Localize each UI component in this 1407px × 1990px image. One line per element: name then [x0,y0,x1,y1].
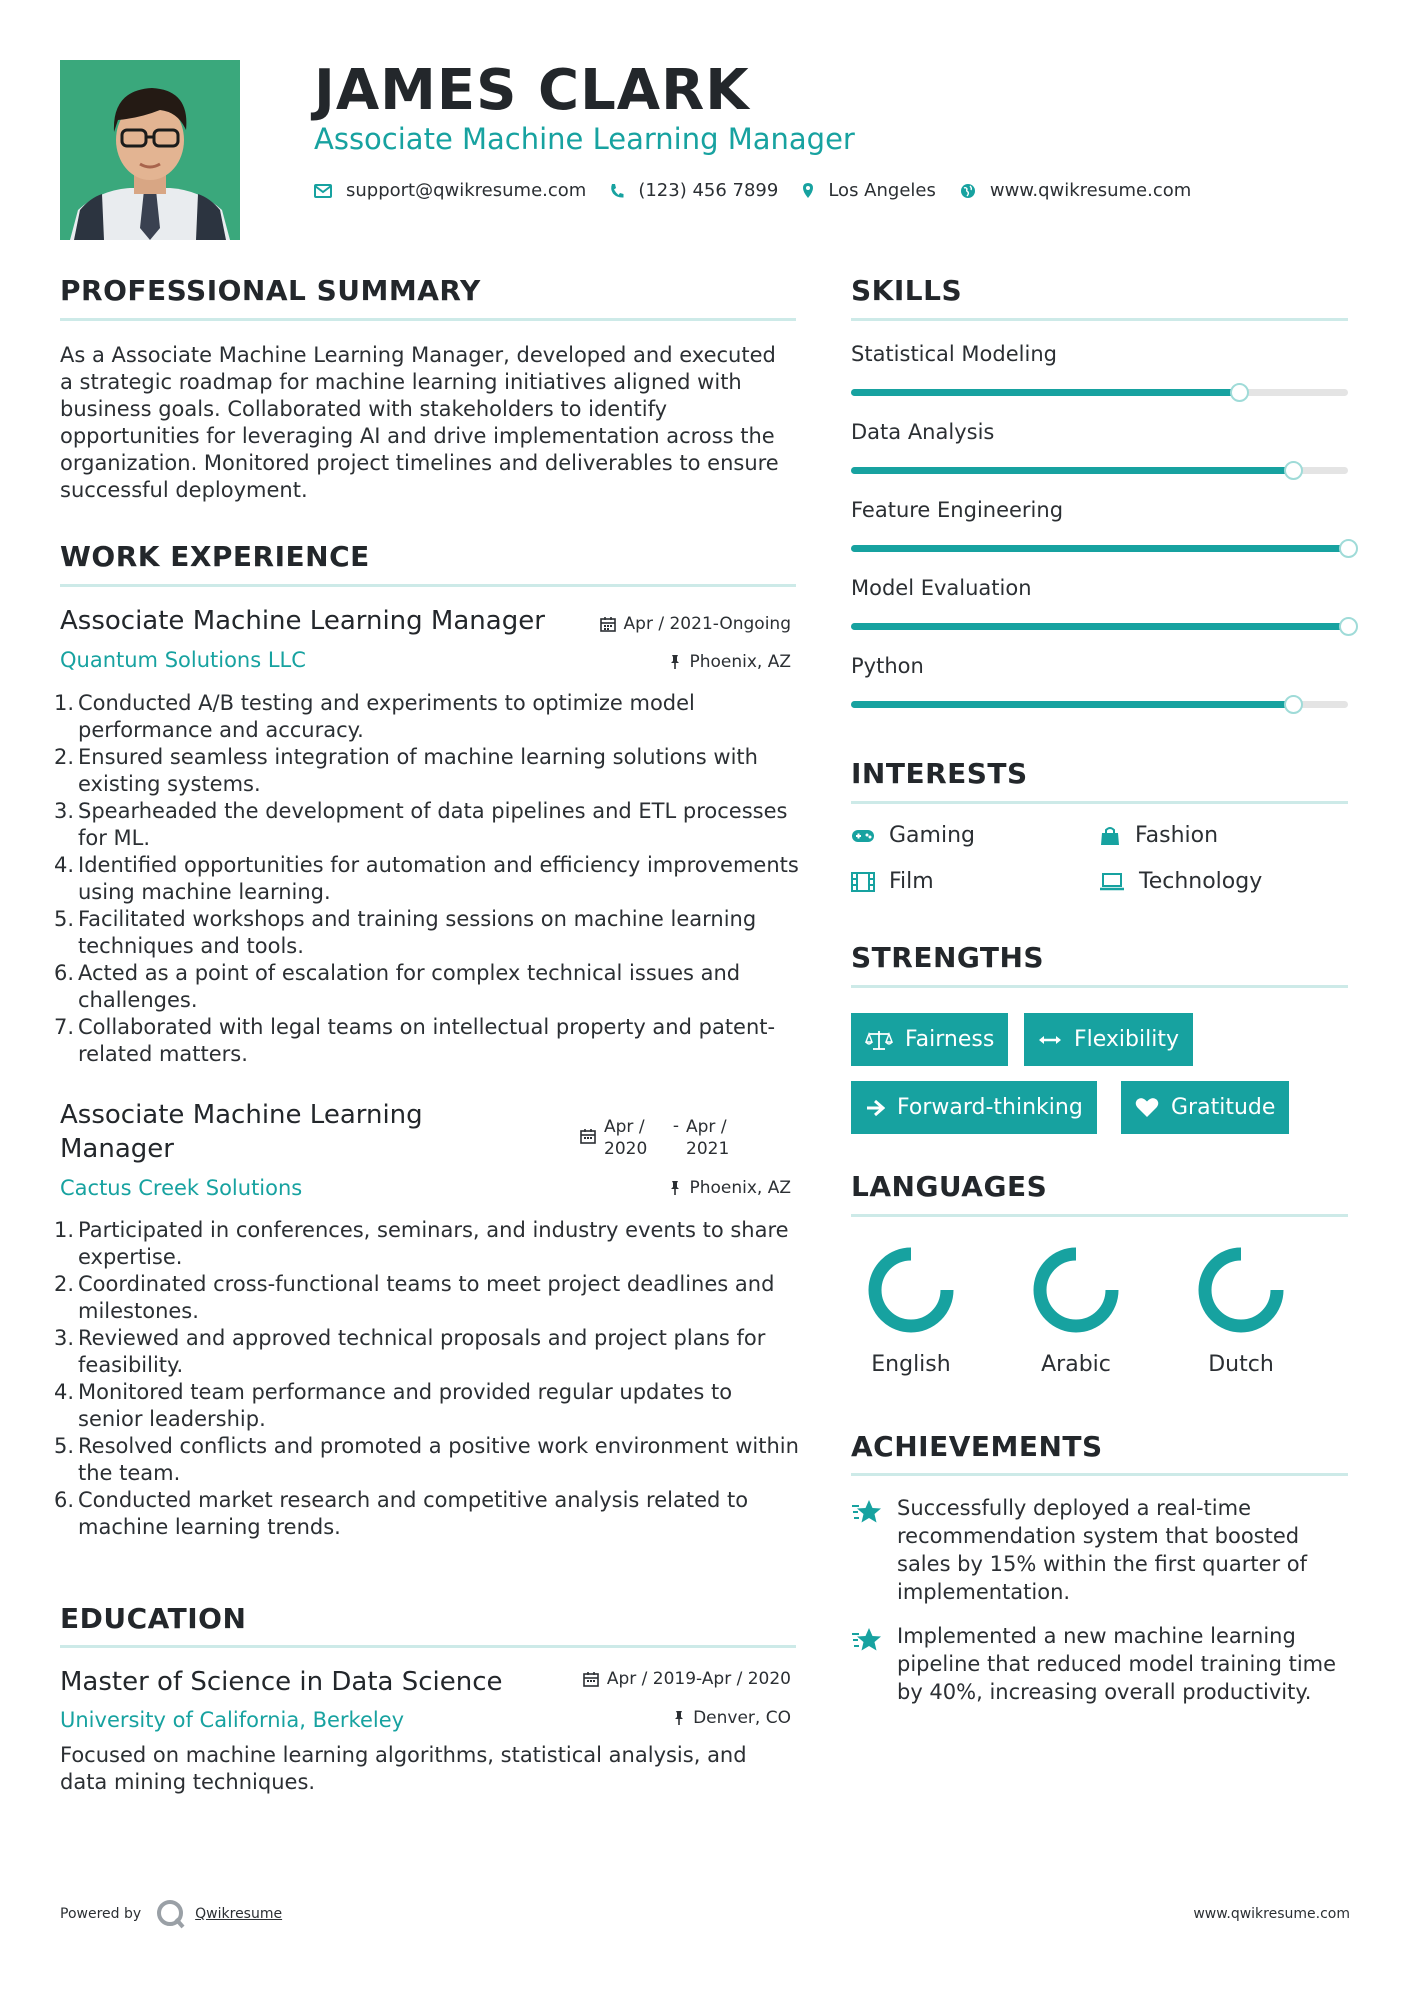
skill-name: Model Evaluation [851,576,1032,600]
job-2-date-end: Apr / 2021 [686,1117,730,1159]
pin-icon [669,1180,681,1196]
skill-name: Python [851,654,924,678]
skill-bar-fill [851,467,1293,474]
job-1-title: Associate Machine Learning Manager [60,606,545,636]
languages-heading: LANGUAGES [851,1170,1048,1203]
skill-name: Statistical Modeling [851,342,1057,366]
achievement-item [851,1494,1351,1606]
contact-email-text: support@qwikresume.com [346,180,587,201]
footer-powered-text: Powered by [60,1906,142,1922]
language-item [856,1240,966,1377]
calendar-icon [580,1128,596,1144]
phone-icon [610,183,624,199]
education-date-text: Apr / 2019-Apr / 2020 [606,1669,791,1689]
interest-label: Gaming [889,823,975,848]
skill-bar [851,389,1348,396]
strength-badge-forward-thinking [851,1081,1097,1134]
job-2-company: Cactus Creek Solutions [60,1176,303,1200]
list-item: Conducted A/B testing and experiments to optimize model performance and accuracy. [78,691,695,742]
job-1-location-text: Phoenix, AZ [689,652,791,672]
languages-divider [851,1214,1348,1217]
skill-bar [851,467,1348,474]
calendar-icon [583,1671,599,1687]
education-degree: Master of Science in Data Science [60,1667,503,1697]
achievement-item [851,1622,1351,1706]
map-marker-icon [802,182,814,199]
skill-bar-knob [1339,539,1358,558]
education-location [673,1708,791,1728]
envelope-icon [314,184,332,198]
arrows-horizontal-icon [1038,1034,1062,1046]
language-item [1021,1240,1131,1377]
skill-bar-fill [851,701,1293,708]
list-item: Collaborated with legal teams on intellectual property and patent-related matters. [78,1015,776,1066]
candidate-title: Associate Machine Learning Manager [314,122,855,156]
language-label: Arabic [1041,1352,1111,1377]
skill-bar-fill [851,545,1348,552]
contact-bar [314,180,1215,201]
language-ring [1186,1240,1296,1340]
pin-icon [669,654,681,670]
education-heading: EDUCATION [60,1602,247,1635]
achievements-heading: ACHIEVEMENTS [851,1430,1103,1463]
education-divider [60,1645,796,1648]
language-label: English [871,1352,951,1377]
person-avatar-icon [60,60,240,240]
date-separator: - [672,1116,680,1136]
list-item: Facilitated workshops and training sessions on machine learning techniques and tools. [78,907,757,958]
strength-label: Gratitude [1171,1095,1276,1120]
interest-item-fashion [1099,823,1218,848]
interest-label: Film [889,869,934,894]
strength-label: Forward-thinking [897,1095,1083,1120]
balance-scale-icon [865,1029,893,1051]
job-2-location [669,1178,791,1198]
contact-email[interactable] [314,180,586,201]
skill-name: Data Analysis [851,420,995,444]
footer-website[interactable]: www.qwikresume.com [1193,1906,1350,1922]
language-ring [1021,1240,1131,1340]
achievement-text: Implemented a new machine learning pipeline that reduced model training time by 40%, increasing overall productivity. [897,1624,1337,1704]
job-2-date [580,1116,742,1160]
list-item: Acted as a point of escalation for complex technical issues and challenges. [78,961,741,1012]
qwikresume-logo-icon [155,1898,187,1930]
list-item: Ensured seamless integration of machine learning solutions with existing systems. [78,745,758,796]
shopping-bag-icon [1099,825,1121,847]
list-item: Resolved conflicts and promoted a positive work environment within the team. [78,1434,799,1485]
language-ring-arc [1040,1254,1112,1326]
skill-bar-knob [1284,461,1303,480]
interest-item-film [851,869,934,894]
interest-item-technology [1099,869,1262,894]
skills-divider [851,318,1348,321]
interest-label: Fashion [1135,823,1219,848]
calendar-icon [600,616,616,632]
heart-icon [1135,1097,1159,1118]
achievements-divider [851,1473,1348,1476]
skill-bar-knob [1230,383,1249,402]
language-ring-arc [875,1254,947,1326]
education-school: University of California, Berkeley [60,1708,405,1732]
skill-bar [851,623,1348,630]
skill-bar-knob [1339,617,1358,636]
arrow-right-icon [865,1099,885,1117]
laptop-icon [1099,873,1125,891]
skill-bar-fill [851,389,1239,396]
language-ring-arc [1205,1254,1277,1326]
strength-badge-flexibility [1024,1013,1193,1066]
contact-location-text: Los Angeles [828,180,936,201]
list-item: Coordinated cross-functional teams to meet project deadlines and milestones. [78,1272,775,1323]
contact-website-text: www.qwikresume.com [989,180,1192,201]
strength-badge-fairness [851,1013,1008,1066]
strength-label: Fairness [905,1027,995,1052]
job-2-title: Associate Machine Learning Manager [60,1100,423,1164]
strengths-divider [851,985,1348,988]
interest-item-gaming [851,823,975,848]
contact-website[interactable] [960,180,1191,201]
globe-icon [960,183,976,199]
skill-bar-knob [1284,695,1303,714]
job-1-company: Quantum Solutions LLC [60,648,306,672]
summary-heading: PROFESSIONAL SUMMARY [60,274,481,307]
language-item [1186,1240,1296,1377]
film-icon [851,872,875,892]
job-1-date-text: Apr / 2021-Ongoing [623,614,791,634]
list-item: Reviewed and approved technical proposals and project plans for feasibility. [78,1326,766,1377]
list-item: Conducted market research and competitive analysis related to machine learning trends. [78,1488,749,1539]
star-icon [851,1626,883,1654]
job-2-date-start: Apr / 2020 [604,1117,648,1159]
profile-photo [60,60,240,240]
skill-bar-fill [851,623,1348,630]
strength-badge-gratitude [1121,1081,1289,1134]
education-location-text: Denver, CO [693,1708,791,1728]
strength-label: Flexibility [1074,1027,1179,1052]
skill-bar [851,545,1348,552]
job-1-location [669,652,791,672]
education-date [583,1669,791,1689]
interests-divider [851,801,1348,804]
pin-icon [673,1710,685,1726]
interests-heading: INTERESTS [851,757,1028,790]
list-item: Spearheaded the development of data pipelines and ETL processes for ML. [78,799,788,850]
skill-name: Feature Engineering [851,498,1064,522]
job-1-date [600,614,791,634]
language-label: Dutch [1208,1352,1274,1377]
summary-text: As a Associate Machine Learning Manager, developed and executed a strategic roadmap for machine learning initiatives aligned with business goals. Collaborated with stakeholders to identify opportunities for leveraging AI and drive implementation across the organization. Monitored project timelines and deliverables to ensure successful deployment. [60,343,779,502]
job-2-bullets [60,1217,800,1541]
education-description: Focused on machine learning algorithms, statistical analysis, and data mining techniques. [60,1743,747,1794]
footer-powered-by [60,1898,282,1930]
work-divider [60,584,796,587]
strengths-heading: STRENGTHS [851,941,1045,974]
contact-phone[interactable] [610,180,778,201]
contact-location [802,180,936,201]
job-2-location-text: Phoenix, AZ [689,1178,791,1198]
skill-bar [851,701,1348,708]
list-item: Monitored team performance and provided regular updates to senior leadership. [78,1380,733,1431]
star-icon [851,1498,883,1526]
summary-divider [60,318,796,321]
job-1-bullets [60,690,800,1068]
work-heading: WORK EXPERIENCE [60,540,370,573]
interest-label: Technology [1139,869,1263,894]
contact-phone-text: (123) 456 7899 [638,180,779,201]
language-ring [856,1240,966,1340]
list-item: Participated in conferences, seminars, and industry events to share expertise. [78,1218,789,1269]
gamepad-icon [851,828,875,844]
footer-brand-link[interactable]: Qwikresume [195,1906,283,1922]
candidate-name: JAMES CLARK [314,58,750,123]
skills-heading: SKILLS [851,274,963,307]
achievement-text: Successfully deployed a real-time recommendation system that boosted sales by 15% within the first quarter of implementation. [897,1496,1308,1604]
list-item: Identified opportunities for automation and efficiency improvements using machine learning. [78,853,799,904]
